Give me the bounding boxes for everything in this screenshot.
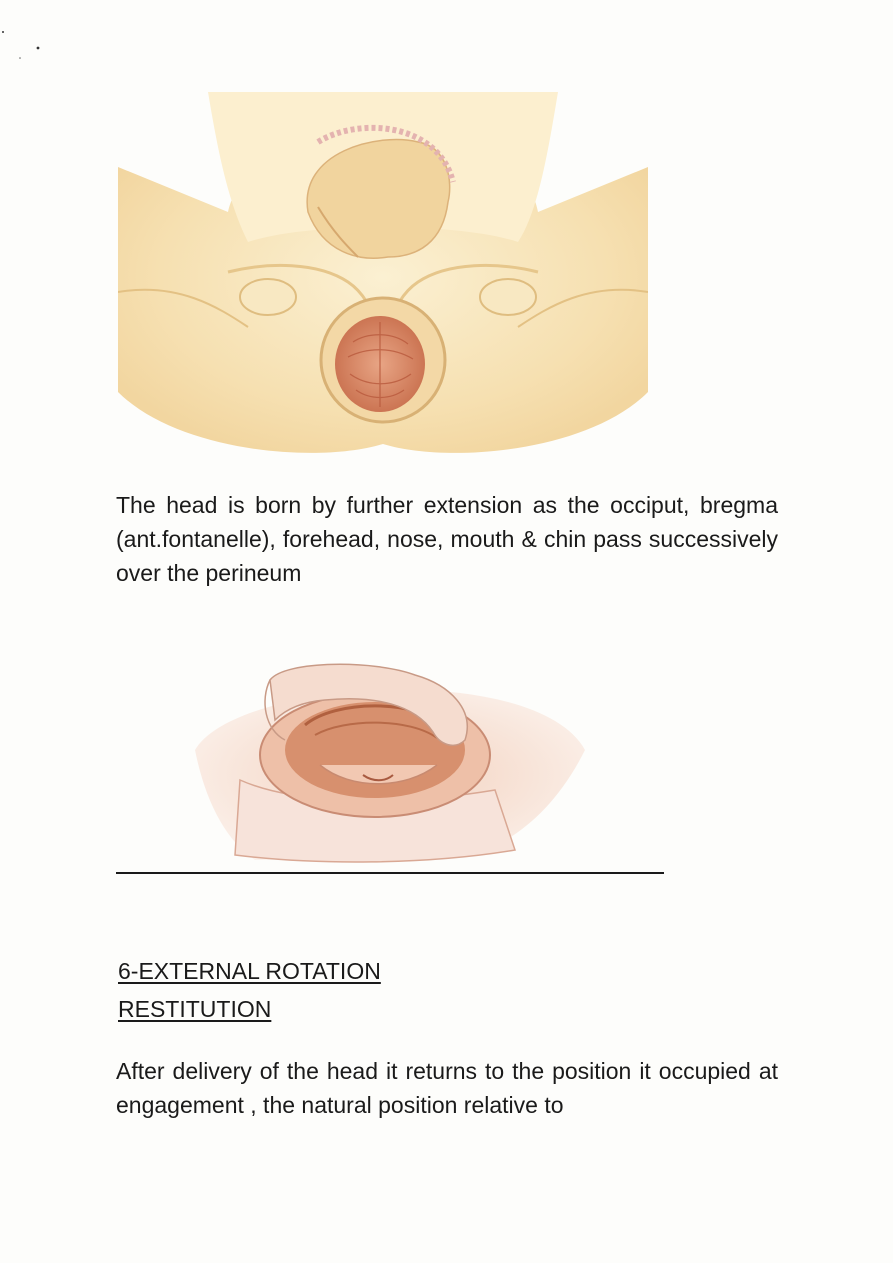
perineum-crowning-illustration	[118, 92, 648, 464]
scan-specks	[0, 30, 60, 70]
head-delivery-illustration	[175, 640, 605, 870]
section-subheading-restitution: RESTITUTION	[118, 996, 272, 1022]
section-heading-external-rotation: 6-EXTERNAL ROTATION	[118, 958, 381, 984]
body-paragraph-restitution: After delivery of the head it returns to the position it occupied at engagement , the natural position relative to	[116, 1058, 778, 1118]
section-divider	[116, 872, 664, 874]
body-paragraph-head-born: The head is born by further extension as the occiput, bregma (ant.fontanelle), forehead, nose, mouth & chin pass successively over the perineum	[116, 492, 778, 586]
